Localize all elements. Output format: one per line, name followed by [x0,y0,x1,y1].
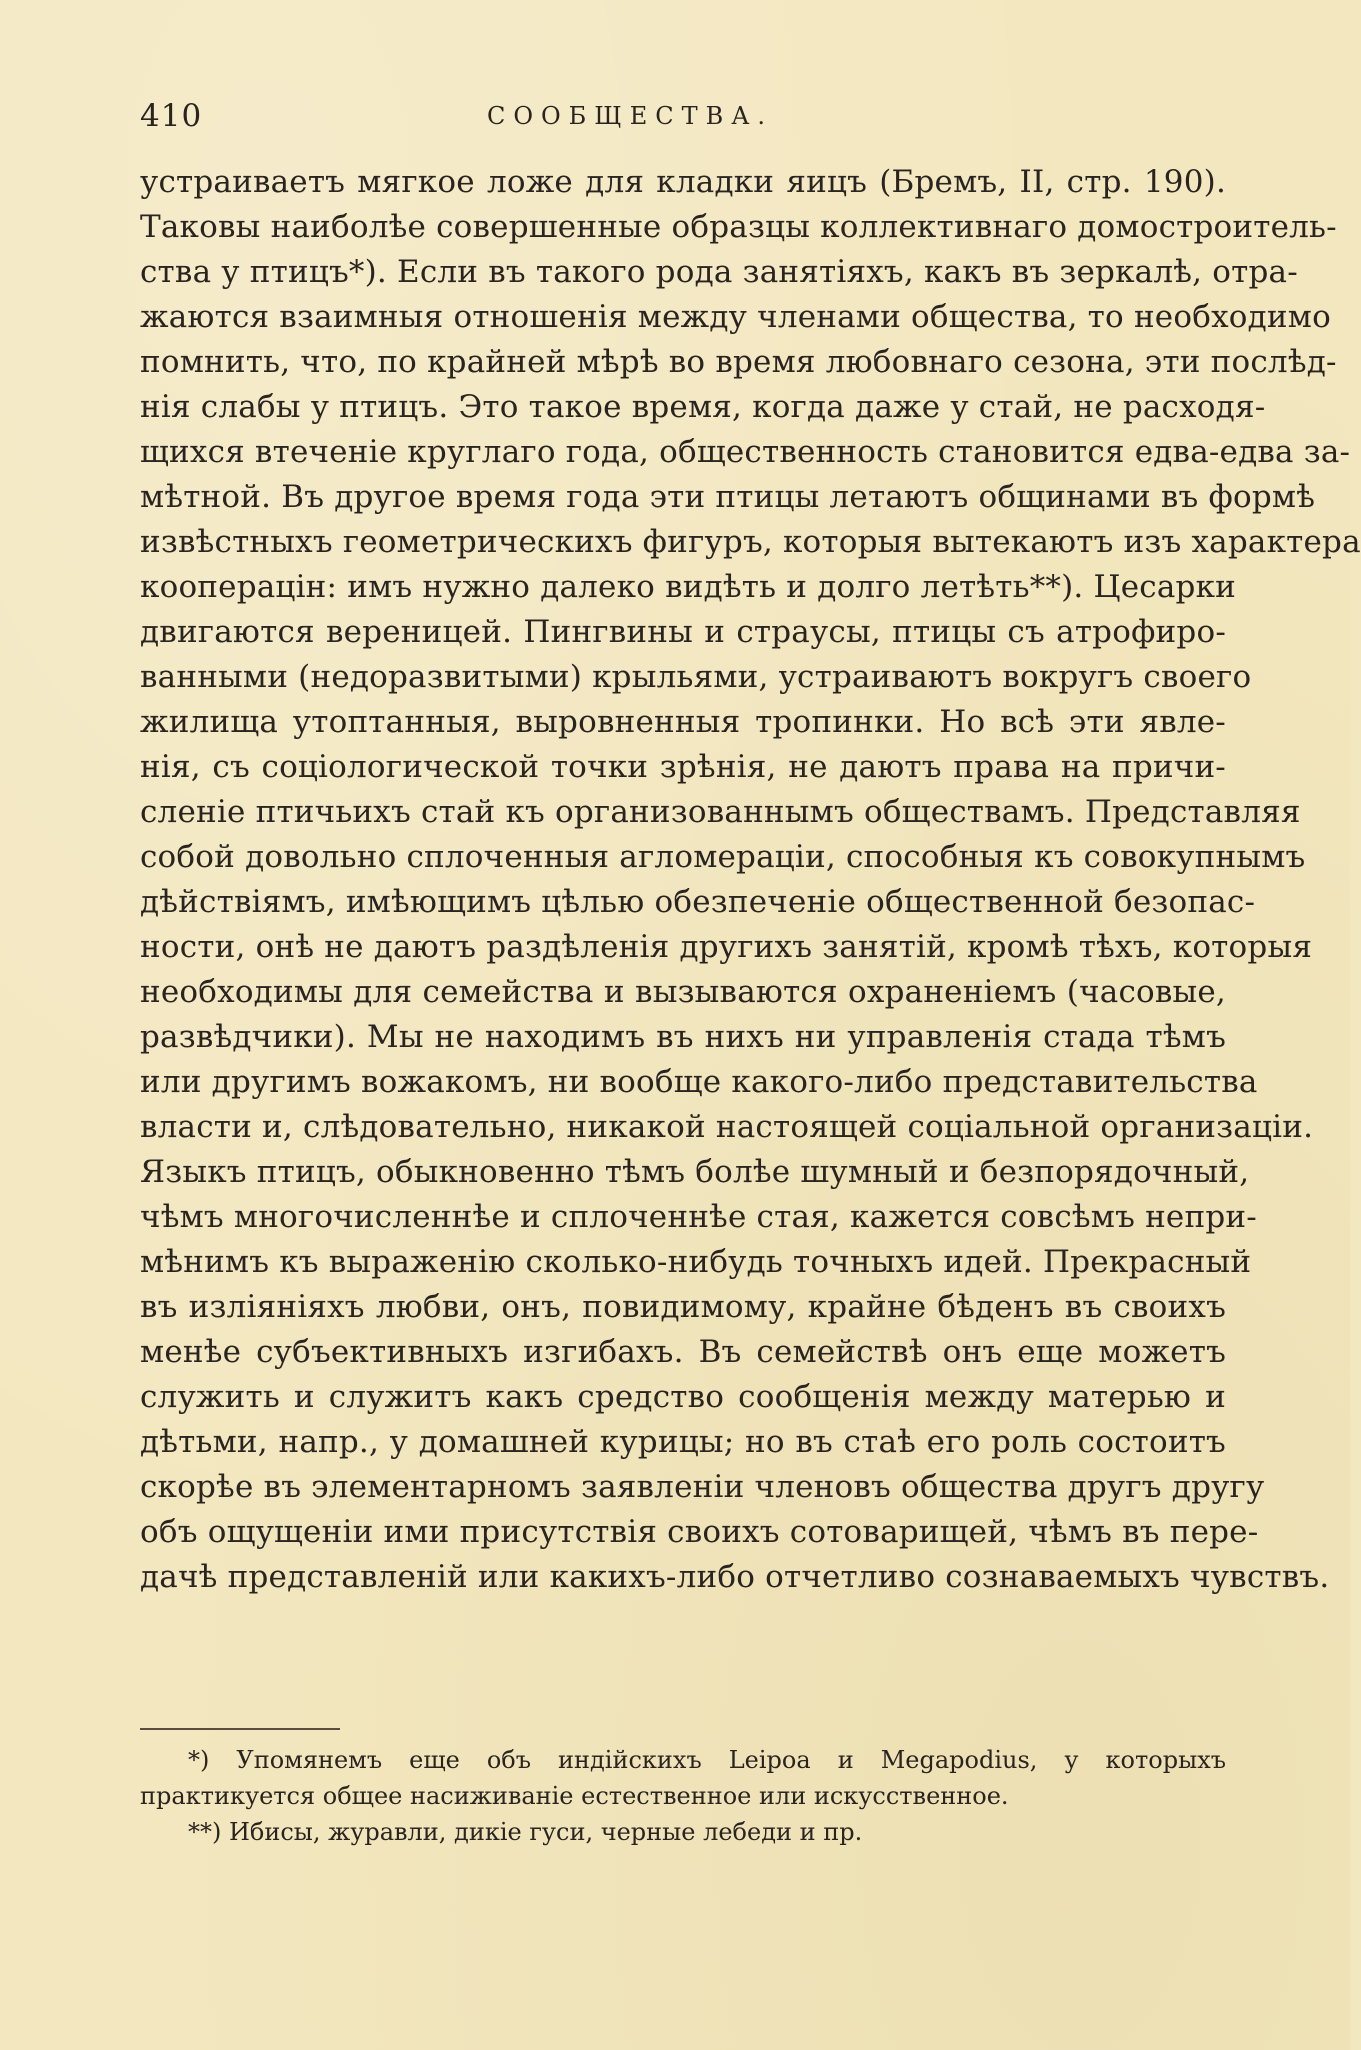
text-line: дачѣ представленій или какихъ-либо отчетливо сознаваемыхъ чувствъ. [140,1559,1330,1595]
page-header [140,98,1210,138]
text-line: менѣе субъективныхъ изгибахъ. Въ семействѣ онъ еще можетъ [140,1334,1226,1370]
footnote-line: *) Упомянемъ еще объ индійскихъ Leipoa и Megapodius, у которыхъ [188,1746,1226,1774]
text-line: щихся втеченіе круглаго года, общественность становится едва-едва за- [140,434,1351,470]
text-line: или другимъ вожакомъ, ни вообще какого-либо представительства [140,1064,1258,1100]
text-line: кооперацін: имъ нужно далеко видѣть и долго летѣть**). Цесарки [140,569,1237,605]
text-line: въ изліяніяхъ любви, онъ, повидимому, крайне бѣденъ въ своихъ [140,1289,1226,1325]
text-line: ванными (недоразвитыми) крыльями, устраиваютъ вокругъ своего [140,659,1252,695]
text-line: сленіе птичьихъ стай къ организованнымъ обществамъ. Представляя [140,794,1301,830]
text-line: мѣтной. Въ другое время года эти птицы летаютъ общинами въ формѣ [140,479,1316,515]
text-line: помнить, что, по крайней мѣрѣ во время любовнаго сезона, эти послѣд- [140,344,1337,380]
text-line: двигаются вереницей. Пингвины и страусы, птицы съ атрофиро- [140,614,1226,650]
text-line: власти и, слѣдовательно, никакой настоящей соціальной организаціи. [140,1109,1314,1145]
footnotes [140,1742,1226,1850]
text-line: Таковы наиболѣе совершенные образцы коллективнаго домостроитель- [140,209,1337,245]
text-line: собой довольно сплоченныя агломераціи, способныя къ совокупнымъ [140,839,1306,875]
text-line: дѣйствіямъ, имѣющимъ цѣлью обезпеченіе общественной безопас- [140,884,1256,920]
running-head: СООБЩЕСТВА. [486,102,774,130]
footnote-line: **) Ибисы, журавли, дикіе гуси, черные лебеди и пр. [188,1818,863,1846]
text-line: нія, съ соціологической точки зрѣнія, не даютъ права на причи- [140,749,1226,785]
text-line: нія слабы у птицъ. Это такое время, когда даже у стай, не расходя- [140,389,1266,425]
page-number: 410 [140,98,203,134]
text-line: жаются взаимныя отношенія между членами общества, то необходимо [140,299,1331,335]
text-line: мѣнимъ къ выраженію сколько-нибудь точныхъ идей. Прекрасный [140,1244,1252,1280]
text-line: Языкъ птицъ, обыкновенно тѣмъ болѣе шумный и безпорядочный, [140,1154,1250,1190]
footnote-rule [140,1728,340,1730]
body-text [140,160,1361,1600]
text-line: чѣмъ многочисленнѣе и сплоченнѣе стая, кажется совсѣмъ непри- [140,1199,1257,1235]
text-line: служить и служитъ какъ средство сообщенія между матерью и [140,1379,1226,1415]
text-line: объ ощущеніи ими присутствія своихъ сотоварищей, чѣмъ въ пере- [140,1514,1259,1550]
text-line: скорѣе въ элементарномъ заявленіи членовъ общества другъ другу [140,1469,1265,1505]
text-line: извѣстныхъ геометрическихъ фигуръ, которыя вытекаютъ изъ характера [140,524,1361,560]
text-line: ности, онѣ не даютъ раздѣленія другихъ занятій, кромѣ тѣхъ, которыя [140,929,1313,965]
text-line: ства у птицъ*). Если въ такого рода занятіяхъ, какъ въ зеркалѣ, отра- [140,254,1298,290]
footnote-line: практикуется общее насиживаніе естественное или искусственное. [140,1782,1009,1810]
text-line: дѣтьми, напр., у домашней курицы; но въ стаѣ его роль состоитъ [140,1424,1226,1460]
text-line: развѣдчики). Мы не находимъ въ нихъ ни управленія стада тѣмъ [140,1019,1226,1055]
text-line: необходимы для семейства и вызываются охраненіемъ (часовые, [140,974,1226,1010]
text-line: жилища утоптанныя, выровненныя тропинки. Но всѣ эти явле- [140,704,1226,740]
text-line: устраиваетъ мягкое ложе для кладки яицъ (Бремъ, II, стр. 190). [140,164,1226,200]
